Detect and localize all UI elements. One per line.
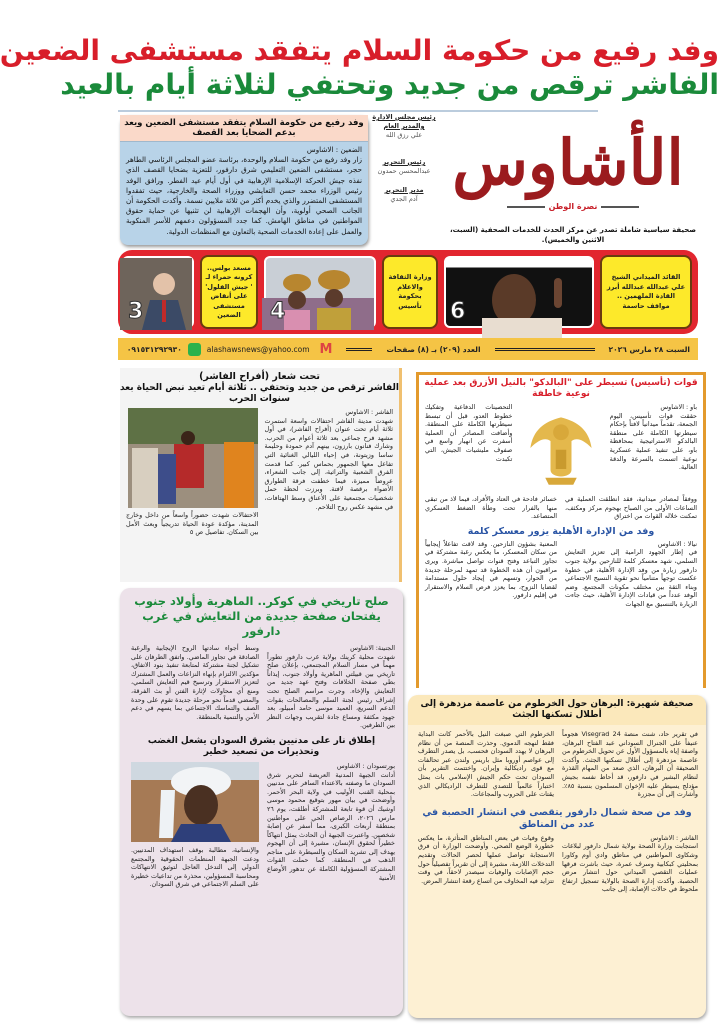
article-kicker: تحت شعار (أفراح الفاشر) [199,371,320,382]
gmail-icon: M [319,341,333,357]
article-fasher[interactable] [120,368,402,582]
lead-article-title[interactable]: وفد رفيع من حكومة السلام يتفقد مستشفى الضعين ويعد بدعم الضحايا بعد القصف [120,115,368,142]
lead-article-body [120,142,368,240]
article-column: وسط أجواء سادتها الروح الإيجابية والرغبة الصادقة في تجاوز الماضي. واتفق الطرفان على تشكيل لجنة مشتركة لمتابعة تنفيذ بنود الاتفاق، مؤكدين الالتزام بإنهاء النزاعات والعمل المشترك لتعزيز الاستقرار وترسيخ قيم التعايش السلمي، ومنع أي محاولات لإثارة الفتن أو بث الفرقة، والمضي قدماً نحو مرحلة جديدة تقوم على وحدة الصف والتماسك الاجتماعي بما يسهم في دعم الأمن والتنمية بالمنطقة. [131,644,259,721]
article-title[interactable]: إطلاق نار على مدنيين بشرق السودان يشعل الغضب وتحذيرات من تصعيد خطير [147,735,376,757]
sudan-emblem-icon [526,404,596,492]
teaser-text-box[interactable] [600,255,692,329]
teaser-photo[interactable] [264,256,376,328]
teaser-photo[interactable] [122,256,194,328]
article-text: زار وفد رفيع من حكومة السلام والوحدة، برئاسة عضو المجلس الرئاسي الطاهر حجر، مستشفى الضعين التعليمي شرق دارفور، للتعزية بضحايا القصف الذي نفذه جيش الحركة الإسلامية الإرهابية في أول أيام عيد الفطر. ورافق الوفد رئيس الوزراء محمد حسن التعايشي ووزراء الصحة والخارجية، حيث تفقدوا المستشفى المتضرر والذي يخدم أكثر من ثلاثة ملايين نسمة. وأكدت الحكومة أن الجانب الصحي أولوية، وأن الهجمات الإرهابية لن تثنيها عن حماية حقوق المواطنين في مناطق الهامش. كما جدد المسؤولون دعمهم للأسر المنكوبة والعمل على إعادة الخدمات الصحية بالتعاون مع المنظمات الدولية. [126,155,362,236]
teaser-strip [118,250,698,334]
date-bar [118,338,698,360]
tagline: صحيفة سياسية شاملة تصدر عن مركز الحدث للخدمات الصحفية (السبت، الاثنين والخميس). [449,226,697,244]
article-title[interactable]: وفد من صحة شمال دارفور يتقصى في انتشار الحصبة في عدد من المناطق [422,806,692,830]
article-column [267,644,395,730]
page-number: 4 [270,299,286,324]
staff-name: آدم الجدي [390,195,418,203]
dateline: الفاشر : الاشاوس [345,408,393,416]
article-column: خسائر فادحة في العتاد والأفراد، فيما لاذ من تبقى منها بالفرار تحت وطأة الضغط العسكري المتصاعد. [425,495,557,521]
fasher-photo [128,408,258,508]
article-title[interactable]: قوات (تأسيس) تسيطر على "البالدكو" بالنيل الأزرق بعد عملية نوعية خاطفة [424,378,698,399]
teaser-text: مسعد بولس.. كرونه حمراء لـ ' جيش الفلول' على أنقاض مستشفى الضعين [205,263,253,319]
divider [495,348,595,351]
article-column [610,403,697,472]
email-link[interactable]: alashawsnews@yahoo.com [206,344,310,354]
article-basu[interactable] [416,372,706,688]
photo-caption: الاحتفالات شهدت حضوراً واسعاً من داخل وخارج المدينة، مؤكدة عودة الحياة تدريجياً وبعث الأمل بين السكان. تفاصيل ص ٥ [126,511,259,537]
dateline: بورتسودان : الاشاوس [336,761,395,770]
main-headline-red[interactable]: وفد رفيع من حكومة السلام يتفقد مستشفى الضعين [0,34,719,67]
slogan-rule [507,206,545,208]
staff-box [372,113,436,204]
article-text: شهدت محلية كرينك بولاية غرب دارفور تطوراً مهماً في مسار السلام المجتمعي، بإعلان صلح تاريخي بين قبيلتي الماهرية وأولاد جنوب، إيذاناً بطي صفحة الخلافات وفتح عهد جديد من التعايش والإخاء. وجرت مراسم الصلح تحت إشراف رئيس لجنة السلم والمصالحات بقوات الدعم السريع، العميد موسى حامد أمبيلو، بعد جهود مكثفة ومساع جادة لتقريب وجهات النظر بين الطرفين. [267,652,395,730]
whatsapp-icon [188,343,201,356]
page-number: 6 [450,299,466,324]
slogan [493,202,653,211]
dateline: الفاشر : الاشاوس [650,833,698,842]
man-portrait-photo [131,762,259,842]
article-column [267,762,395,889]
slogan-text: نصرة الوطن [548,202,598,211]
article-column: المعنية بشؤون النازحين. وقد لاقت تفاعلاً إيجابياً من سكان المعسكر، ما يعكس رغبة مشتركة في تجاوز التباعد وفتح قنوات تواصل مباشرة. ويرى مراقبون أن هذه الخطوة قد تمهد لمرحلة جديدة من الحوار، وتسهم في إيجاد حلول مستدامة لقضايا النزوح، بما يعزز فرص السلام والاستقرار في إقليم دارفور. [425,539,557,600]
article-column: في تقرير حاد، شنت منصة Visegrad 24 هجوماً عنيفاً على الجنرال السوداني عبد الفتاح البرهان، واصفة إياه بالمسؤول الأول عن تحويل الخرطوم من عاصمة مزدهرة إلى أطلال تسكنها الجثث. وأكدت الصحيفة أن البرهان، الذي صعد من المهام القذرة لنظام البشير في دارفور، قد أحاط نفسه بجيش مؤدلج يسيطر عليه الإخوان المسلمون بنسبة ٨٥٪. وأشارت إلى أن مجزرة [562,730,698,799]
article-text: استجابت وزارة الصحة بولاية شمال دارفور لبلاغات وشكاوى المواطنين في مناطق وادي أوم وكاورا بمحليتي كبكابية وسرف عمرة، حيث باشرت فرقها عمليات التقصي الميداني حول انتشار مرض الحصبة. وأكدت إدارة الصحة بالولاية تسجيل ارتفاع ملحوظ في حالات الإصابة، إلى جانب [562,842,698,894]
page-number: 3 [128,299,144,324]
teaser-text-box[interactable] [382,255,438,329]
article-column: الخرطوم التي صبغت النيل بالأحمر كانت البداية فقط لنهجه الدموي. وحذرت المنصة من أن نظام البرهان لا يهدد السودان فحسب، بل يصدر التطرف إلى عواصم أوروبا مثل باريس ولندن عبر تحالفات مع قوى راديكالية وإيران. واختتمت التقرير بأن السودان تحت حكم الجيش الإسلامي بات يمثل اختباراً عالمياً للتصدي للتطرف الراديكالي الذي يقتات على الحروب والمجاعات. [418,730,554,799]
article-column: ووفقاً لمصادر ميدانية، فقد انطلقت العملية في الساعات الأولى من الصباح بهجوم مركز ومكثف، تمكنت خلاله القوات من اختراق [565,495,697,521]
man-white-turban-icon [131,762,259,842]
pink-section [120,588,403,1016]
divider [118,110,598,112]
article-column [565,540,697,609]
main-headline-green[interactable]: الفاشر ترقص من جديد وتحتفي لثلاثة أيام بالعيد [60,68,719,101]
emblem [518,403,603,493]
article-title[interactable]: صلح تاريخي في كوكر.. الماهرية وأولاد جنوب يفتحان صفحة جديدة من التعايش في غرب دارفور [134,594,389,638]
lead-article[interactable] [120,115,368,245]
divider [346,348,372,351]
article-column: وقوع وفيات في بعض المناطق المتأثرة، ما يعكس خطورة الوضع الصحي. وأوضحت الوزارة أن فرق الاستجابة تواصل عملها لحصر الحالات وتقديم التدخلات اللازمة، مشيرة إلى أن تقريراً تفصيلياً حول حجم الإصابات والوفيات سيصدر لاحقاً، في وقت تتزايد فيه المخاوف من اتساع رقعة انتشار المرض. [418,833,554,885]
staff-role: رئيس التحرير [382,158,426,166]
staff-name: عبدالمحسن حمدون [377,167,431,175]
issue-number: العدد (٢٠٩) بـ (٨) صفحات [386,344,481,354]
teaser-text: القائد الميداني الشيخ علي عبدالله عبدالله أبرز القادة الملهمين .. مواقف حاسمة [606,273,686,310]
article-column [562,834,698,894]
article-text: أدانت الجبهة المدنية العريضة لتحرير شرق السودان ما وصفته بالاعتداء السافر على مدنيين بمحلية القنب الأوليب في ولاية البحر الأحمر. وأوضحت في بيان مهور بتوقيع محمود موسى اوشيك أن قوة تابعة للمشتركة أطلقت، يوم ٢٦ مارس ٢٠٢٦، الرصاص الحي على مواطنين بمنطقة أربعات الكبرى، مما أسفر عن إصابة شخصين. واعتبرت الجبهة أن الحادث يمثل انتهاكاً خطيراً لحقوق الإنسان، مشيرة إلى أن الهجوم يهدف إلى تشريد السكان والسيطرة على مناجم الذهب في المنطقة. كما حملت القوات المشتركة المسؤولية الكاملة عن تدهور الأوضاع الأمنية [267,770,395,882]
article-text: في إطار الجهود الرامية إلى تعزيز التعايش السلمي، شهد معسكر كلمة للنازحين بولاية جنوب دارفور زيارة من وفد الإدارة الأهلية، في خطوة عكست توجهاً متنامياً نحو تقوية النسيج الاجتماعي وبناء الثقة بين مختلف مكونات المجتمع. وضم الوفد عدداً من قيادات الإدارة الأهلية، حيث جاءت الزيارة بالتنسيق مع الجهات [565,548,697,608]
article-column [264,408,393,537]
article-column [131,762,259,889]
dateline: باو : الاشاوس [660,403,697,411]
slogan-rule [601,206,639,208]
dateline: الجنينة: الاشاوس [350,644,395,652]
article-column: التحصينات الدفاعية وتفكيك خطوط العدو، قبل أن تبسط سيطرتها الكاملة على المنطقة. وأضافت المصادر أن العملية أسفرت عن انهيار واسع في صفوف مليشيات الجيش، التي تكبدت [425,403,513,463]
staff-name: علي رزق الله [385,131,423,139]
staff-role: مدير التحرير [384,186,424,194]
article-burhan[interactable] [408,695,706,1018]
article-text: حققت قوات تأسيس، اليوم الجمعة، تقدماً ميدانياً لافتاً بإحكام سيطرتها الكاملة على منطقة البالدكو الاستراتيجية بمحافظة باو، على تنفيذ عملية عسكرية نوعية اتسمت بالسرعة والدقة العالية. [609,411,697,472]
article-title[interactable]: الفاشر ترقص من جديد وتحتفي .. ثلاثة أيام تعيد نبض الحياة بعد سنوات الحرب [119,383,399,404]
article-text: شهدت مدينة الفاشر احتفالات واسعة استمرت ثلاثة أيام تحت عنوان (أفراح الفاشر)، في أول مشهد فرح جماعي بعد ثلاثة أعوام من الحرب. وشارك فنانون بارزون، بينهم آدم حمودة وحليمة ساسا وزيتونة، في إحياء الليالي الغنائية التي تفاعل معها الجمهور بحماس كبير. كما قدمت الفرق الشعبية والتراثية، إلى جانب الشعراء، عروضاً مميزة، فيما خطفت فرقة الطوارق الأضواء برقصة لافتة. وبرزت لحظة حمل شخصيات مجتمعية على الأعناق وسط الهتافات، في مشهد عكس روح التلاحم. [264,416,393,511]
crowd-celebration-icon [128,408,258,508]
dateline: الضعين : الاشاوس [306,145,362,154]
issue-date: السبت ٢٨ مارس ٢٠٢٦ [608,344,690,354]
teaser-text-box[interactable] [200,255,258,329]
article-title[interactable]: وفد من الإدارة الأهلية يزور معسكر كلمة [467,525,655,537]
staff-role: رئيس مجلس الادارة والمدير العام [372,113,436,130]
dateline: نيالا : الاشاوس [657,539,697,548]
newspaper-logo: الأشاوس [452,126,684,199]
article-title[interactable]: صحيفة شهيرة: البرهان حول الخرطوم من عاصمة مزدهرة إلى أطلال تسكنها الجثث [408,695,706,725]
teaser-text: وزارة الثقافة والاعلام بحكومة تأسيس [388,273,432,310]
phone-number: ٠٩١٥٣١٢٩٢٩٣٠ [126,344,182,354]
article-text: والإنسانية، مطالبة بوقف استهداف المدنيين. ودعت الجبهة المنظمات الحقوقية والمجتمع الدولي إلى التدخل العاجل لتوثيق الانتهاكات ومحاسبة المسؤولين، محذرة من تداعيات خطيرة على السلم الاجتماعي في شرق السودان. [131,845,259,889]
article-column [126,408,258,537]
teaser-photo[interactable] [444,256,594,328]
